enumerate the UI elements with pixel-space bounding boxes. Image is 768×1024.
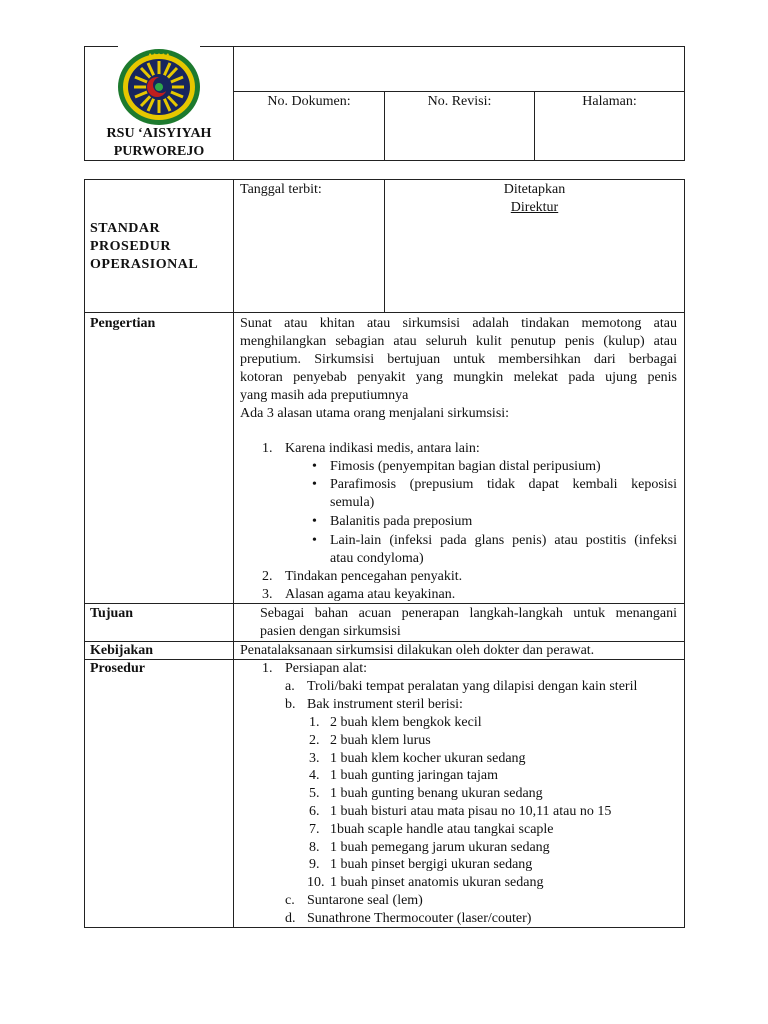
- sub-letter: d.: [285, 911, 296, 926]
- prosedur-label: Prosedur: [90, 661, 145, 676]
- instrument-number: 2.: [309, 732, 320, 748]
- hospital-logo: [116, 47, 202, 127]
- header-right-border: [684, 46, 685, 161]
- prosedur-item-b: Bak instrument steril berisi:: [307, 697, 463, 712]
- sub-letter: b.: [285, 697, 296, 712]
- director-label: Direktur: [510, 200, 559, 215]
- doc-number-label: No. Dokumen:: [267, 94, 351, 109]
- instrument-item: 1 buah pemegang jarum ukuran sedang: [330, 839, 550, 855]
- issue-date-label: Tanggal terbit:: [240, 182, 322, 197]
- prosedur-step-1: Persiapan alat:: [285, 661, 368, 676]
- instrument-item: 2 buah klem lurus: [330, 732, 431, 748]
- reason-number: 3.: [262, 587, 273, 602]
- pengertian-line: preputium. Sirkumsisi bertujuan untuk membersihkan dari berbagai: [240, 352, 677, 367]
- reason-2: Tindakan pencegahan penyakit.: [285, 569, 463, 584]
- header-left-border: [84, 46, 85, 161]
- pengertian-line: Sunat atau khitan atau sirkumsisi adalah tindakan memotong atau: [240, 316, 677, 331]
- reason-number: 1.: [262, 441, 273, 456]
- sop-title-line1: STANDAR: [90, 221, 161, 236]
- bullet: •: [312, 533, 317, 548]
- reason-3: Alasan agama atau keyakinan.: [285, 587, 456, 602]
- instrument-number: 3.: [309, 750, 320, 766]
- instrument-item: 1 buah bisturi atau mata pisau no 10,11 atau no 15: [330, 804, 612, 819]
- instrument-item: 1 buah gunting jaringan tajam: [330, 768, 498, 784]
- reason1-item-4-cont: atau condyloma): [330, 551, 424, 566]
- tujuan-line-2: pasien dengan sirkumsisi: [260, 624, 401, 639]
- instrument-item: 1 buah pinset anatomis ukuran sedang: [330, 875, 544, 891]
- pengertian-paragraph: [240, 315, 677, 423]
- instrument-item: 1 buah klem kocher ukuran sedang: [330, 750, 526, 766]
- instrument-item: 1 buah gunting benang ukuran sedang: [330, 786, 543, 802]
- pengertian-line: kotoran penyebab penyakit yang mungkin melekat pada ujung penis: [240, 370, 677, 385]
- tujuan-label: Tujuan: [90, 606, 134, 621]
- approved-label: Ditetapkan: [503, 182, 566, 197]
- step-number: 1.: [262, 661, 273, 676]
- bullet: •: [312, 514, 317, 529]
- sop-title-line2: PROSEDUR: [90, 239, 172, 254]
- page-number-label: Halaman:: [582, 94, 637, 109]
- instrument-item: 1buah scaple handle atau tangkai scaple: [330, 821, 554, 837]
- org-name-line2: PURWOREJO: [113, 144, 205, 159]
- prosedur-item-a: Troli/baki tempat peralatan yang dilapisi dengan kain steril: [307, 679, 638, 694]
- revision-number-label: No. Revisi:: [427, 94, 492, 109]
- instrument-number: 6.: [309, 804, 320, 819]
- reason1-item-1: Fimosis (penyempitan bagian distal peripusium): [330, 459, 601, 474]
- pengertian-label: Pengertian: [90, 316, 156, 331]
- prosedur-item-d: Sunathrone Thermocouter (laser/couter): [307, 911, 532, 926]
- instrument-item: 2 buah klem bengkok kecil: [330, 715, 482, 730]
- instrument-number: 4.: [309, 768, 320, 784]
- instrument-number: 1.: [309, 715, 320, 730]
- reason1-item-2: Parafimosis (prepusium tidak dapat kembali keposisi: [330, 477, 677, 492]
- svg-text:● ● ● ● ●: ● ● ● ● ●: [148, 52, 170, 58]
- reasons-intro: Ada 3 alasan utama orang menjalani sirkumsisi:: [240, 406, 510, 421]
- bullet: •: [312, 459, 317, 474]
- reason1-item-3: Balanitis pada preposium: [330, 514, 473, 529]
- kebijakan-text: Penatalaksanaan sirkumsisi dilakukan oleh dokter dan perawat.: [240, 643, 595, 658]
- instrument-number: 7.: [309, 821, 320, 837]
- kebijakan-label: Kebijakan: [90, 643, 154, 658]
- instrument-number: 9.: [309, 857, 320, 873]
- reason-number: 2.: [262, 569, 273, 584]
- sub-letter: c.: [285, 893, 295, 908]
- pengertian-line: menghilangkan sebagian atau seluruh kulit penutup penis (kulup) atau: [240, 334, 677, 349]
- sop-title-line3: OPERASIONAL: [90, 257, 199, 272]
- reason1-item-2-cont: semula): [330, 495, 375, 510]
- reason1-item-4: Lain-lain (infeksi pada glans penis) atau postitis (infeksi: [330, 533, 677, 548]
- prosedur-item-c: Suntarone seal (lem): [307, 893, 423, 908]
- instrument-number: 8.: [309, 839, 320, 855]
- org-name-line1: RSU ‘AISYIYAH: [106, 126, 212, 141]
- reason-1: Karena indikasi medis, antara lain:: [285, 441, 480, 456]
- header-row-divider: [233, 91, 685, 92]
- instrument-item: 1 buah pinset bergigi ukuran sedang: [330, 857, 533, 873]
- pengertian-line: yang masih ada preputiumnya: [240, 388, 409, 403]
- bullet: •: [312, 477, 317, 492]
- tujuan-line-1: Sebagai bahan acuan penerapan langkah-langkah untuk menangani: [260, 606, 677, 621]
- instrument-number: 10.: [307, 875, 325, 891]
- sub-letter: a.: [285, 679, 295, 694]
- instrument-number: 5.: [309, 786, 320, 802]
